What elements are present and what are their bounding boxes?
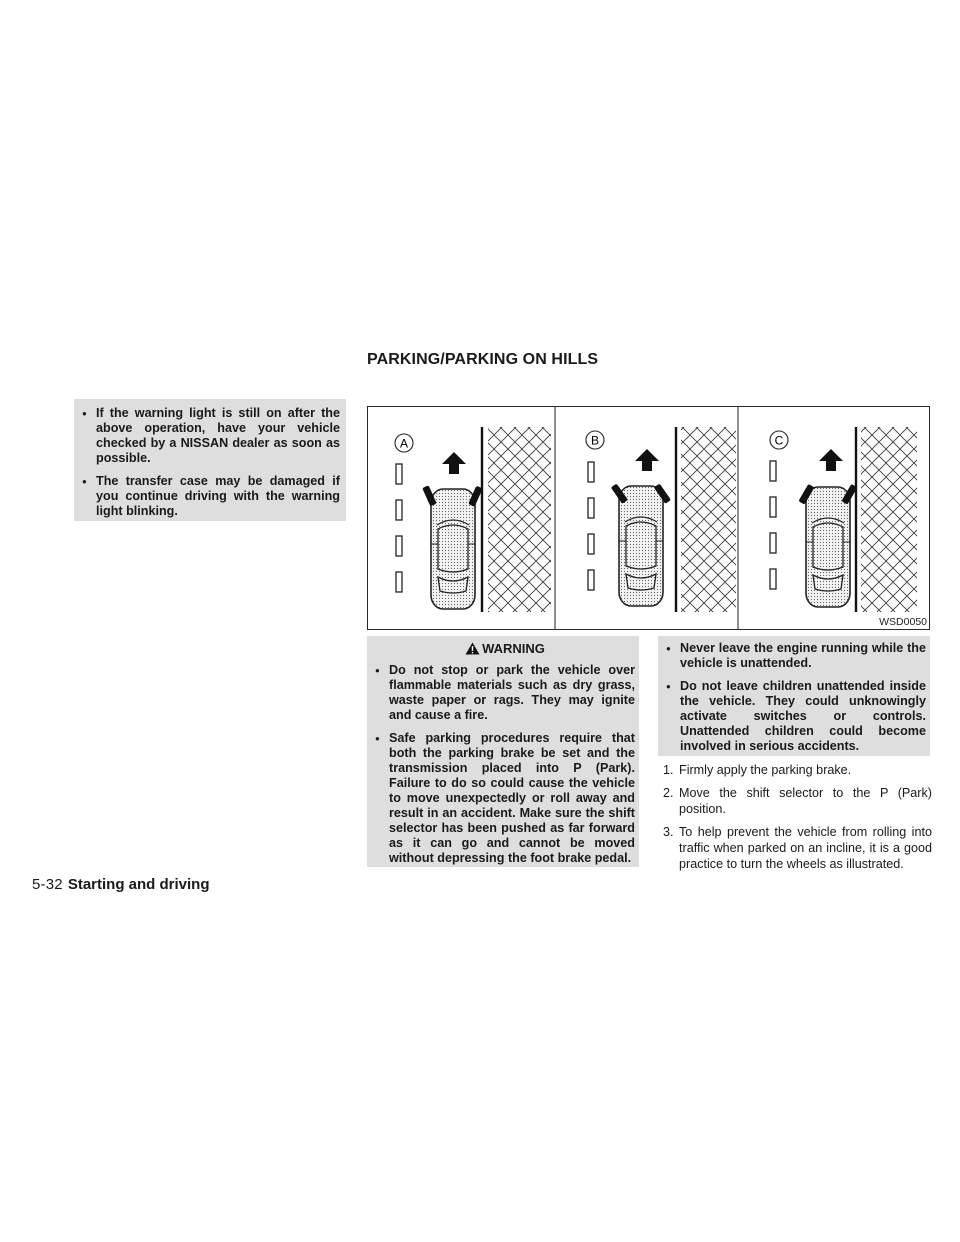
step-number: 2. xyxy=(663,786,674,800)
warning-heading xyxy=(375,641,635,656)
chapter-title: Starting and driving xyxy=(67,876,210,893)
warning-bullet: ● Do not stop or park the vehicle over flammable materials such as dry grass, waste paper or rags. They may ignite and cause a fire. xyxy=(375,663,635,723)
section-title: PARKING/PARKING ON HILLS xyxy=(367,351,599,368)
warning-bullet: ● Safe parking procedures require that both the parking brake be set and the transmission placed into P (Park). Failure to do so could cause the vehicle to move unexpectedly or roll away and result in an accident. Make sure the shift selector has been pushed as far forward as it can go and cannot be moved without depressing the foot brake pedal. xyxy=(375,731,635,866)
lane-mark xyxy=(770,497,776,517)
panel-b xyxy=(586,427,736,612)
label-a: A xyxy=(399,436,409,451)
step-item xyxy=(658,762,932,778)
step-text: To help prevent the vehicle from rolling into traffic when parked on an incline, it is a good practice to turn the wheels as illustrated. xyxy=(679,825,932,871)
label-b: B xyxy=(590,433,600,448)
figure-code: WSD0050 xyxy=(879,616,927,628)
lane-mark xyxy=(588,534,594,554)
panel-a xyxy=(395,427,551,612)
direction-arrow-icon xyxy=(819,449,843,471)
warning-bullet: ● Never leave the engine running while the vehicle is unattended. xyxy=(666,641,926,671)
warning-title: WARNING xyxy=(482,641,545,656)
caution-box xyxy=(74,399,346,521)
step-item xyxy=(658,824,932,872)
lane-mark xyxy=(396,572,402,592)
warning-box-continued xyxy=(658,636,930,756)
lane-mark xyxy=(588,570,594,590)
lane-mark xyxy=(770,461,776,481)
step-text: Move the shift selector to the P (Park) position. xyxy=(679,786,932,816)
step-text: Firmly apply the parking brake. xyxy=(679,763,852,777)
parking-diagram xyxy=(368,407,929,629)
caution-bullet: ● If the warning light is still on after the above operation, have your vehicle checked by a NISSAN dealer as soon as possible. xyxy=(82,406,340,466)
label-c: C xyxy=(774,433,784,448)
procedure-steps xyxy=(658,762,932,879)
panel-c xyxy=(770,427,917,612)
lane-mark xyxy=(770,533,776,553)
parking-illustration xyxy=(367,406,930,630)
warning-bullet: ● Do not leave children unattended inside the vehicle. They could unknowingly activate switches or controls. Unattended children could become involved in serious accidents. xyxy=(666,679,926,754)
page-number: 5-32 xyxy=(32,876,63,893)
sidewalk xyxy=(488,427,551,612)
step-number: 3. xyxy=(663,825,674,839)
sidewalk xyxy=(861,427,917,612)
step-number: 1. xyxy=(663,763,674,777)
lane-mark xyxy=(588,498,594,518)
page-footer xyxy=(32,876,210,893)
car-icon xyxy=(431,489,475,609)
lane-mark xyxy=(396,536,402,556)
direction-arrow-icon xyxy=(442,452,466,474)
lane-mark xyxy=(770,569,776,589)
sidewalk xyxy=(681,427,736,612)
car-icon xyxy=(806,487,850,607)
lane-mark xyxy=(396,500,402,520)
lane-mark xyxy=(588,462,594,482)
caution-bullet: ● The transfer case may be damaged if you continue driving with the warning light blinking. xyxy=(82,474,340,519)
warning-triangle-icon xyxy=(465,642,480,655)
direction-arrow-icon xyxy=(635,449,659,471)
lane-mark xyxy=(396,464,402,484)
warning-box xyxy=(367,636,639,867)
car-icon xyxy=(619,486,663,606)
step-item xyxy=(658,785,932,817)
